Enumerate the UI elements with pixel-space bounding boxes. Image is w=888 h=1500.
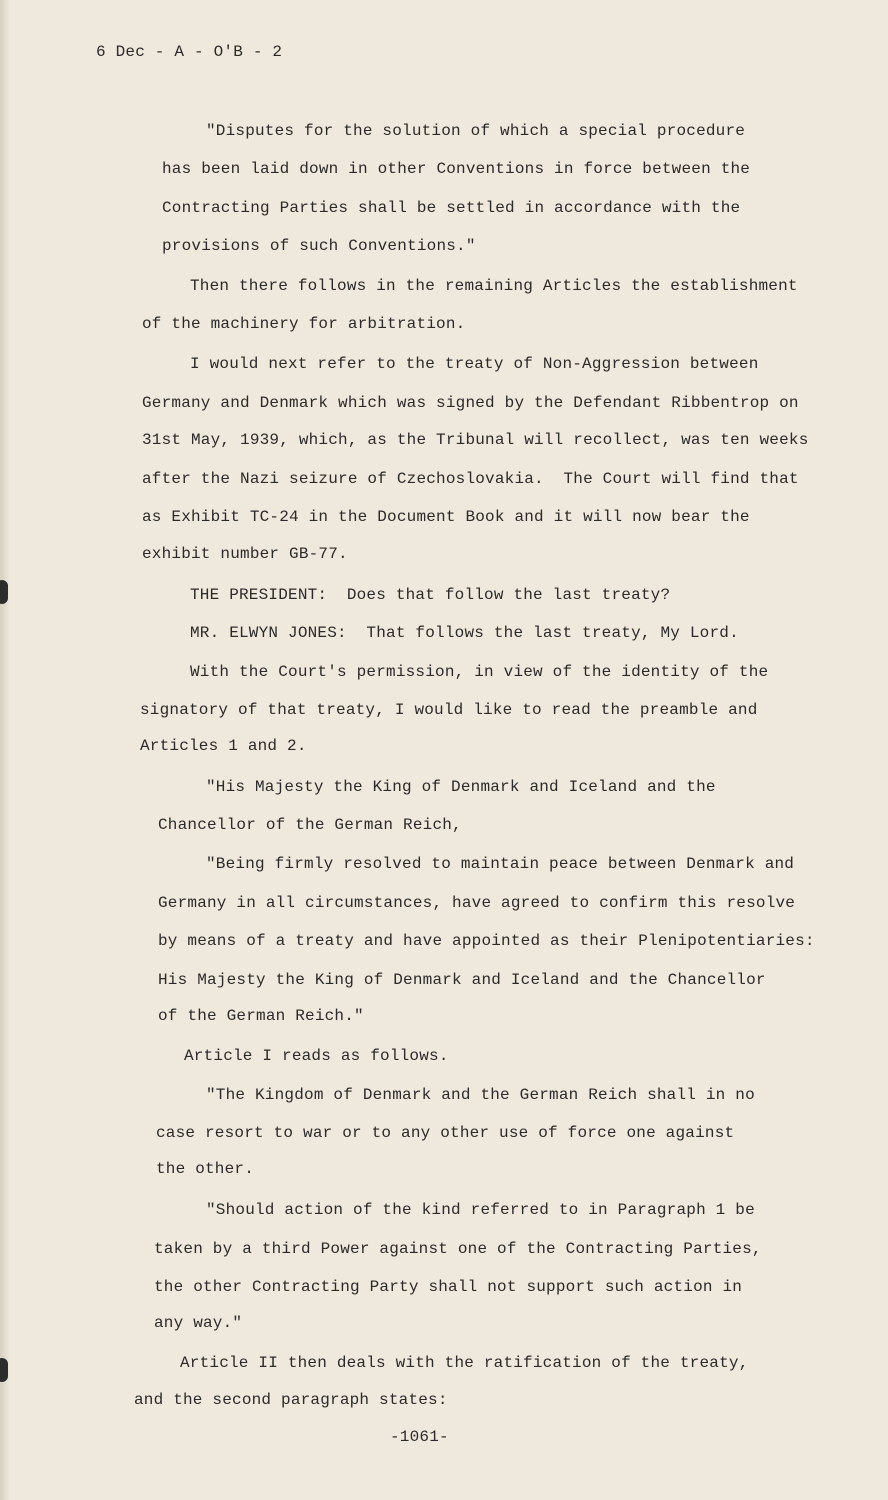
text-line: 31st May, 1939, which, as the Tribunal will recollect, was ten weeks (142, 431, 809, 449)
paper-edge (0, 0, 10, 1500)
text-line: With the Court's permission, in view of the identity of the (190, 663, 769, 681)
text-line: "Disputes for the solution of which a special procedure (206, 122, 746, 140)
text-line: Germany and Denmark which was signed by the Defendant Ribbentrop on (142, 394, 799, 412)
text-line: by means of a treaty and have appointed as their Plenipotentiaries: (158, 932, 815, 950)
text-line: of the machinery for arbitration. (142, 315, 466, 333)
text-line: Articles 1 and 2. (140, 737, 307, 755)
text-line: "His Majesty the King of Denmark and Iceland and the (206, 778, 716, 796)
text-line: Article II then deals with the ratification of the treaty, (180, 1354, 749, 1372)
text-line: Germany in all circumstances, have agreed to confirm this resolve (158, 894, 796, 912)
text-line: any way." (154, 1314, 243, 1332)
text-line: I would next refer to the treaty of Non-Aggression between (190, 355, 759, 373)
text-line: case resort to war or to any other use of force one against (156, 1124, 735, 1142)
text-line: the other. (156, 1160, 255, 1178)
text-line: taken by a third Power against one of the Contracting Parties, (154, 1240, 762, 1258)
text-line: exhibit number GB-77. (142, 545, 348, 563)
text-line: "The Kingdom of Denmark and the German Reich shall in no (206, 1086, 755, 1104)
page-header: 6 Dec - A - O'B - 2 (96, 43, 283, 61)
text-line: Then there follows in the remaining Articles the establishment (190, 277, 798, 295)
text-line: provisions of such Conventions." (162, 237, 476, 255)
text-line: "Being firmly resolved to maintain peace between Denmark and (206, 855, 795, 873)
text-line: and the second paragraph states: (134, 1391, 448, 1409)
text-line: after the Nazi seizure of Czechoslovakia. The Court will find that (142, 470, 799, 488)
text-line: MR. ELWYN JONES: That follows the last treaty, My Lord. (190, 624, 739, 642)
text-line: Article I reads as follows. (184, 1047, 449, 1065)
text-line: the other Contracting Party shall not support such action in (154, 1278, 743, 1296)
punch-hole (0, 1358, 8, 1382)
text-line: Chancellor of the German Reich, (158, 816, 462, 834)
text-line: of the German Reich." (158, 1007, 364, 1025)
punch-hole (0, 580, 8, 604)
text-line: "Should action of the kind referred to in Paragraph 1 be (206, 1201, 755, 1219)
text-line: has been laid down in other Conventions in force between the (162, 160, 751, 178)
text-line: Contracting Parties shall be settled in accordance with the (162, 199, 741, 217)
page-number: -1061- (390, 1428, 449, 1446)
text-line: signatory of that treaty, I would like to read the preamble and (140, 701, 758, 719)
text-line: His Majesty the King of Denmark and Iceland and the Chancellor (158, 971, 766, 989)
text-line: THE PRESIDENT: Does that follow the last treaty? (190, 586, 671, 604)
text-line: as Exhibit TC-24 in the Document Book and it will now bear the (142, 508, 750, 526)
